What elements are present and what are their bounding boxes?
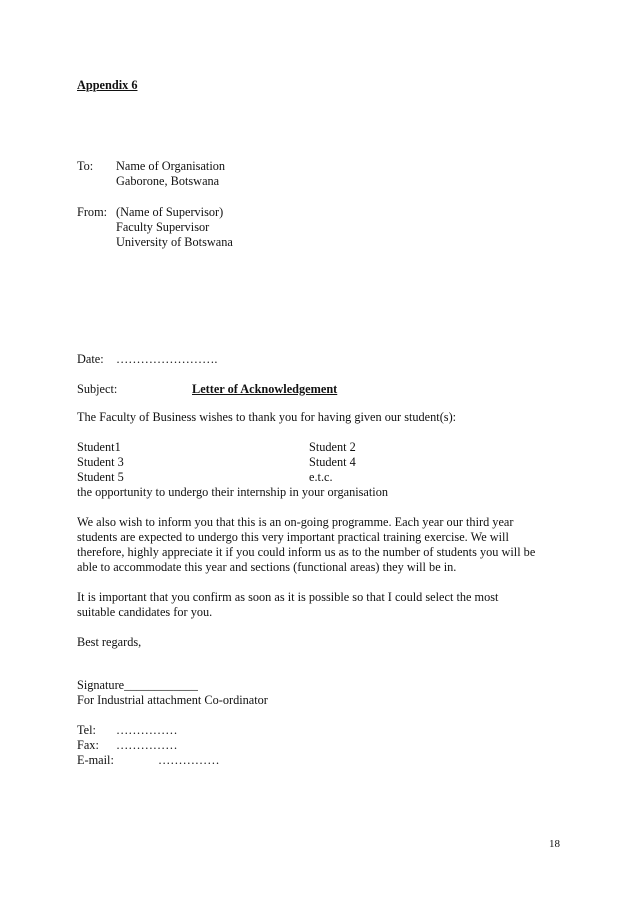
para2-line-2: students are expected to undergo this very important practical training exercise. We will — [77, 530, 509, 544]
date-label: Date: — [77, 352, 104, 366]
closing-text: Best regards, — [77, 635, 142, 649]
student-right-2: Student 4 — [309, 455, 356, 469]
para2-line-1: We also wish to inform you that this is an on-going programme. Each year our third year — [77, 515, 514, 529]
signature-role: For Industrial attachment Co-ordinator — [77, 693, 268, 707]
para3-line-2: suitable candidates for you. — [77, 605, 213, 619]
fax-label: Fax: — [77, 738, 99, 752]
para2-line-4: able to accommodate this year and sections (functional areas) they will be in. — [77, 560, 457, 574]
tel-label: Tel: — [77, 723, 96, 737]
from-label: From: — [77, 205, 108, 219]
email-label: E-mail: — [77, 753, 114, 767]
student-left-3: Student 5 — [77, 470, 124, 484]
student-left-1: Student1 — [77, 440, 121, 454]
to-line-1: Name of Organisation — [116, 159, 226, 173]
page-number: 18 — [549, 838, 560, 850]
student-left-2: Student 3 — [77, 455, 124, 469]
opportunity-text: the opportunity to undergo their internship in your organisation — [77, 485, 389, 499]
fax-value: …………… — [116, 738, 178, 752]
subject-label: Subject: — [77, 382, 118, 396]
intro-text: The Faculty of Business wishes to thank you for having given our student(s): — [77, 410, 457, 424]
email-value: …………… — [158, 753, 220, 767]
student-right-3: e.t.c. — [309, 470, 333, 484]
from-line-1: (Name of Supervisor) — [116, 205, 224, 219]
para2-line-3: therefore, highly appreciate it if you could inform us as to the number of students you will be — [77, 545, 536, 559]
appendix-heading: Appendix 6 — [77, 78, 138, 92]
signature-line: Signature____________ — [77, 678, 198, 692]
student-right-1: Student 2 — [309, 440, 356, 454]
from-line-3: University of Botswana — [116, 235, 233, 249]
subject-value: Letter of Acknowledgement — [192, 382, 338, 396]
para3-line-1: It is important that you confirm as soon as it is possible so that I could select the most — [77, 590, 499, 604]
to-line-2: Gaborone, Botswana — [116, 174, 220, 188]
to-label: To: — [77, 159, 94, 173]
tel-value: …………… — [116, 723, 178, 737]
from-line-2: Faculty Supervisor — [116, 220, 210, 234]
date-value: ……………………. — [116, 352, 218, 366]
